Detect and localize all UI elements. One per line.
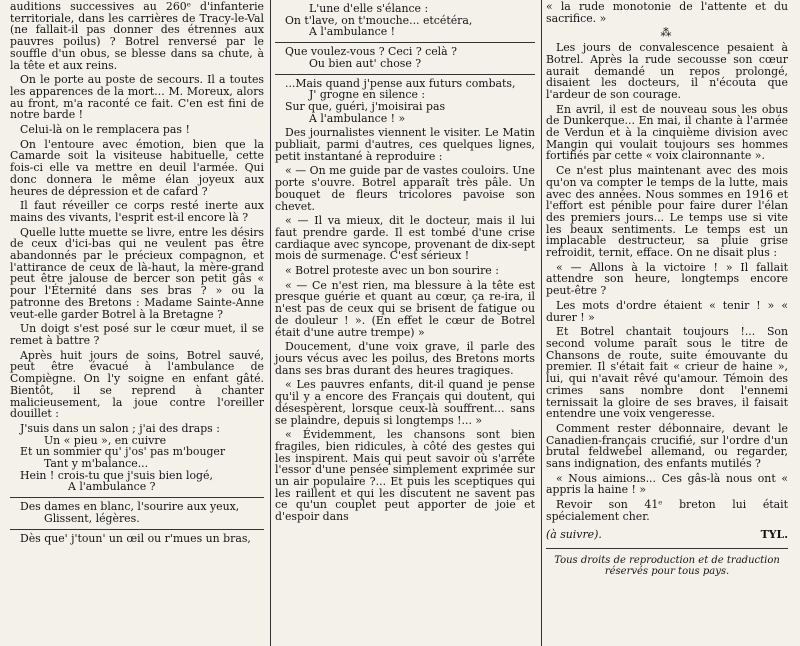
verse-line: Que voulez-vous ? Ceci ? celà ? [285, 45, 457, 59]
divider [275, 42, 535, 43]
author-signature: TYL. [760, 527, 788, 541]
paragraph: « — Allons à la victoire ! » Il fallait attendre son heure, longtemps encore peut-être ? [546, 260, 788, 298]
paragraph: « — Il va mieux, dit le docteur, mais il lui faut prendre garde. Il est tombé d'une crise cardiaque avec syncope, provenant de dix-sept mois de surmenage. C'est sérieux ! [275, 214, 535, 263]
paragraph: Les jours de convalescence pesaient à Botrel. Après la rude secousse son cœur aurait demandé un repos prolongé, disaient les docteurs, il n'écouta que l'ardeur de son courage. [546, 41, 788, 101]
paragraph: « Nous aimions... Ces gâs-là nous ont « appris la haine ! » [546, 471, 788, 497]
paragraph: auditions successives au 260ᵉ d'infanterie territoriale, dans les carrières de Tracy-le-Val (ne fallait-il pas donner des étrennes aux pauvres poilus) ? Botrel renversé par le souffle d'un obus, se blesse dans sa chute, à la tête et aux reins. [10, 0, 264, 72]
song-verse [20, 501, 264, 524]
paragraph: On l'entoure avec émotion, bien que la Camarde soit la visiteuse habituelle, cette fois-ci elle va mettre en deuil l'armée. Qui donc donnera le même élan joyeux aux heures de dépression et de cafard ? [10, 137, 264, 198]
paragraph: Celui-là on le remplacera pas ! [20, 123, 190, 137]
verse-line: J'suis dans un salon ; j'ai des draps : [20, 421, 220, 435]
paragraph: Quelle lutte muette se livre, entre les désirs de ceux d'ici-bas qui ne veulent pas être abandonnés par le précieux compagnon, et l'attirance de ceux de là-haut, la mère-grand peut être jalouse de bercer son petit gâs « pour l'Éternité dans ses bras ? » ou la patronne des Bretons : Madame Sainte-Anne veut-elle garder Botrel à la Bretagne ? [10, 225, 264, 321]
verse-line: A l'ambulance ! [309, 25, 395, 39]
paragraph: « Les pauvres enfants, dit-il quand je pense qu'il y a encore des Français qui doutent, qui désespèrent, lorsque ceux-là souffrent... sans se plaindre, depuis si longtemps !... » [275, 378, 535, 427]
paragraph: « Botrel proteste avec un bon sourire : [285, 264, 499, 278]
verse-line: Sur que, guéri, j'moisirai pas [285, 99, 446, 113]
verse-line: Hein ! crois-tu que j'suis bien logé, [20, 468, 213, 482]
verse-line: A l'ambulance ? [68, 480, 156, 494]
divider [275, 74, 535, 75]
paragraph: Comment rester débonnaire, devant le Canadien-français crucifié, sur l'ordre d'un brutal feldwebel allemand, ou regarder, sans indignation, des enfants mutilés ? [546, 421, 788, 471]
column-right [542, 0, 794, 646]
paragraph: « — On me guide par de vastes couloirs. Une porte s'ouvre. Botrel apparaît très pâle. Un bouquet de fleurs tricolores pavoise son chevet. [275, 164, 535, 213]
divider [10, 529, 264, 530]
verse-line: On t'lave, on t'mouche... etcétéra, [285, 13, 473, 27]
paragraph: « Évidemment, les chansons sont bien fragiles, bien ridicules, à côté des gestes qui les inspirent. Mais qui peut savoir où s'arrête l'essor d'une pensée simplement exprimée sur un air populaire ?... Et puis les sceptiques qui les raillent et qui les discutent ne savent pas ce qu'un couplet peut apporter de joie et d'espoir dans [275, 428, 535, 524]
song-verse [20, 533, 264, 545]
rights-notice: Tous droits de reproduction et de traduction réservés pour tous pays. [546, 548, 788, 577]
verse-line: J' grogne en silence : [309, 88, 426, 102]
paragraph: En avril, il est de nouveau sous les obus de Dunkerque... En mai, il chante à l'armée de Verdun et à la cinquième division avec Mangin qui voulait toujours ses hommes fortifiés par cette « voix claironnante ». [546, 102, 788, 163]
paragraph: Les mots d'ordre étaient « tenir ! » « durer ! » [546, 298, 788, 324]
divider [10, 497, 264, 498]
asterism: ⁂ [660, 26, 674, 40]
paragraph: Ce n'est plus maintenant avec des mois qu'on va compter le temps de la lutte, mais avec des années. Nous sommes en 1916 et l'effort est pénible pour faire durer l'élan des premiers jours... Le temps use si vite les beaux sentiments. Le temps est un implacable destructeur, sa pluie grise refroidit, ternit, efface. On ne disait plus : [546, 164, 788, 260]
song-verse [285, 78, 535, 125]
song-verse [20, 423, 264, 493]
verse-line: Des dames en blanc, l'sourire aux yeux, [20, 500, 240, 514]
verse-line: Tant y m'balance... [44, 457, 149, 471]
paragraph: Après huit jours de soins, Botrel sauvé, peut être évacué à l'ambulance de Compiègne. On l'y soigne en enfant gâté. Bientôt, il se reprend à chanter malicieusement, la joue contre l'oreiller douillet : [10, 348, 264, 421]
signature-line [546, 529, 788, 541]
verse-line: Un « pieu », en cuivre [44, 433, 167, 447]
verse-line: A l'ambulance ! » [309, 111, 406, 125]
song-verse [285, 3, 535, 38]
paragraph: Un doigt s'est posé sur le cœur muet, il se remet à battre ? [10, 322, 264, 347]
column-left [6, 0, 270, 646]
verse-line: L'une d'elle s'élance : [309, 2, 429, 15]
paragraph: On le porte au poste de secours. Il a toutes les apparences de la mort... M. Moreux, alors au front, m'a raconté ce fait. C'en est fini de notre barde ! [10, 73, 264, 122]
paragraph: Doucement, d'une voix grave, il parle des jours vécus avec les poilus, des Bretons morts dans ses bras durant des heures tragiques. [275, 340, 535, 377]
song-verse [285, 46, 535, 69]
paragraph: « la rude monotonie de l'attente et du sacrifice. » [546, 0, 788, 25]
column-middle [270, 0, 542, 646]
paragraph: Des journalistes viennent le visiter. Le Matin publiait, parmi d'autres, ces quelques lignes, petit instantané à reproduire : [275, 126, 535, 163]
verse-line: Dès que' j'toun' un œil ou r'mues un bras, [20, 531, 251, 545]
to-be-continued: (à suivre). [546, 527, 602, 541]
paragraph: Revoir son 41ᵉ breton lui était spécialement cher. [546, 498, 788, 523]
paragraph: Il faut réveiller ce corps resté inerte aux mains des vivants, l'esprit est-il encore là ? [10, 199, 264, 224]
verse-line: Ou bien aut' chose ? [309, 56, 422, 70]
verse-line: Glissent, légères. [44, 511, 140, 525]
paragraph: Et Botrel chantait toujours !... Son second volume paraît sous le titre de Chansons de route, suite émouvante du premier. Il s'était fait « crieur de haine », lui, qui n'avait rêvé qu'amour. Témoin des crimes sans nombre dont l'ennemi ternissait la gloire de ses braves, il faisait entendre une voix vengeresse. [546, 325, 788, 421]
verse-line: Et un sommier qu' j'os' pas m'bouger [20, 445, 226, 459]
paragraph: « — Ce n'est rien, ma blessure à la tête est presque guérie et quant au cœur, ça re-ira, il n'est pas de ceux qui se brisent de fatigue ou de douleur ! ». (En effet le cœur de Botrel était d'une autre trempe) » [275, 278, 535, 339]
verse-line: ...Mais quand j'pense aux futurs combats, [285, 76, 516, 90]
